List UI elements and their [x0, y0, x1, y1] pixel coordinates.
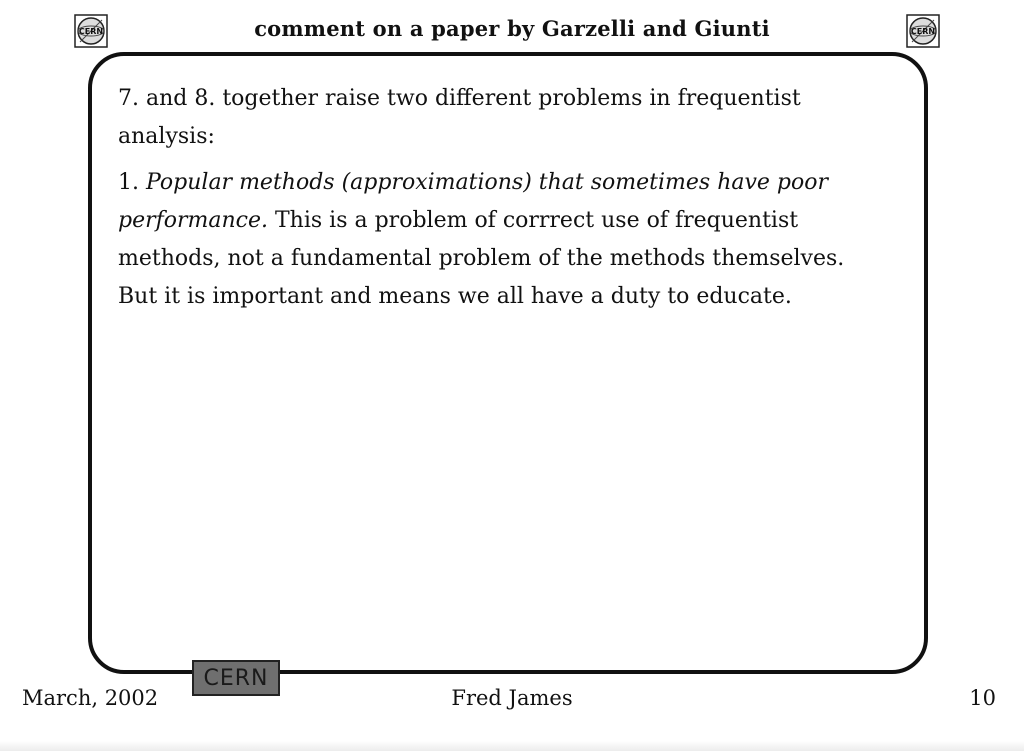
- point-one-number: 1.: [118, 170, 139, 195]
- point-one-emphasis: Popular methods (approximations) that sometimes have poor performance.: [118, 170, 829, 233]
- scan-edge-divider: [0, 741, 1024, 751]
- svg-text:CERN: CERN: [78, 27, 104, 36]
- point-one-text: This is a problem of corrrect use of frequentist methods, not a fundamental problem of the methods themselves. But it is important and means we all have a duty to educate.: [118, 208, 845, 309]
- intro-paragraph: 7. and 8. together raise two different problems in frequentist analysis:: [118, 86, 801, 149]
- footer-date: March, 2002: [22, 686, 159, 710]
- point-one-paragraph: [118, 164, 878, 316]
- page-title: comment on a paper by Garzelli and Giunti: [254, 16, 770, 41]
- cern-logo-icon-right: [906, 14, 940, 48]
- slide-content: [118, 80, 878, 324]
- page-number: 10: [969, 686, 996, 710]
- svg-text:CERN: CERN: [910, 27, 936, 36]
- cern-footer-label: CERN: [203, 665, 269, 691]
- footer-author: Fred James: [451, 686, 573, 710]
